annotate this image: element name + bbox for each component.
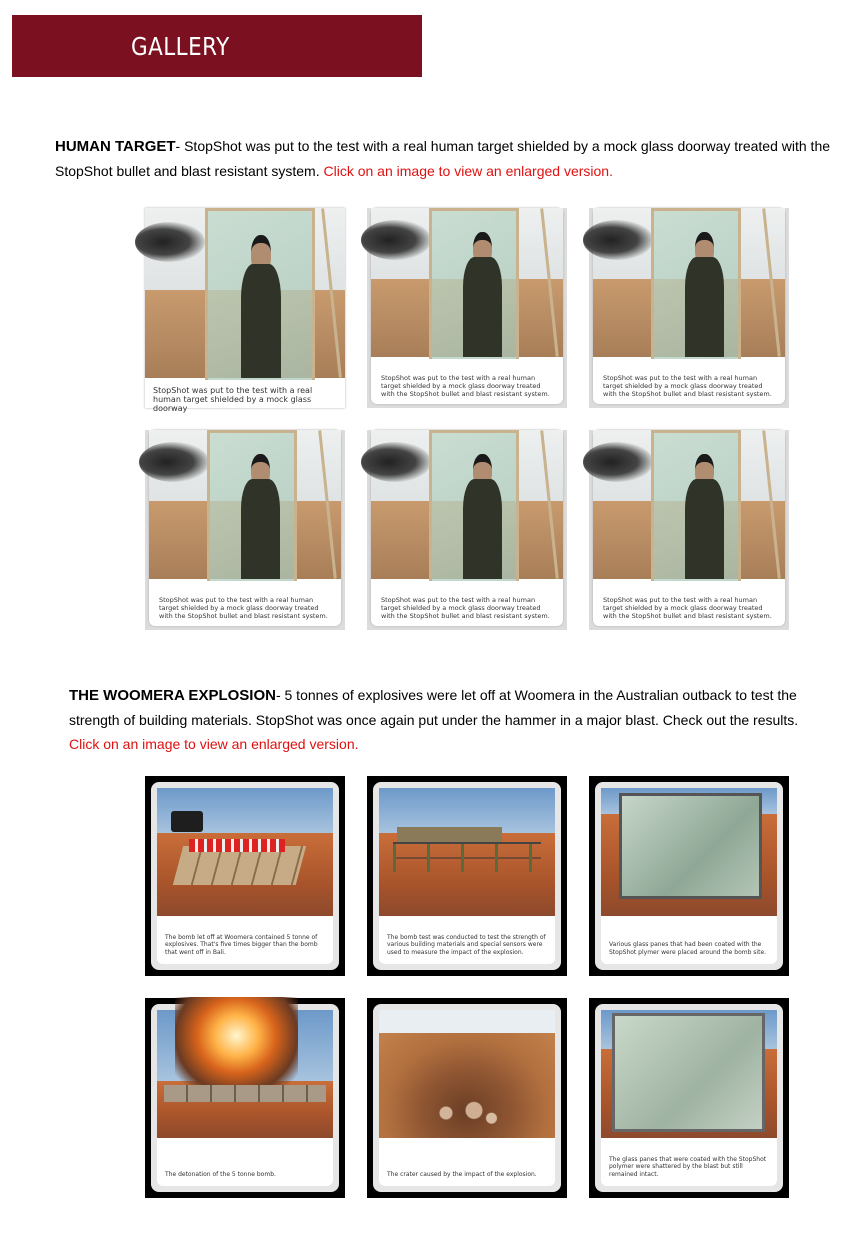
thumbnail-caption: StopShot was put to the test with a real human target shielded by a mock glass doorway treated with the StopShot bullet and blast resistant system. <box>381 374 550 398</box>
thumbnail-caption: The glass panes that were coated with the StopShot polymer were shattered by the blast but still remained intact. <box>609 1155 767 1178</box>
thumbnail-card <box>145 208 345 413</box>
woomera-heading: THE WOOMERA EXPLOSION <box>69 687 276 704</box>
doorway-photo <box>149 430 341 579</box>
gallery-thumbnail[interactable] <box>589 430 789 630</box>
doorway-photo <box>593 208 785 357</box>
thumbnail-caption: The detonation of the 5 tonne bomb. <box>165 1170 276 1178</box>
human-target-text: - StopShot was put to the test with a real human target shielded by a mock glass doorway treated with the StopShot bullet and blast resistant system. <box>55 138 831 179</box>
gallery-thumbnail[interactable] <box>367 208 567 408</box>
thumbnail-caption: StopShot was put to the test with a real human target shielded by a mock glass doorway treated with the StopShot bullet and blast resistant system. <box>159 596 328 620</box>
thumbnail-caption: StopShot was put to the test with a real human target shielded by a mock glass doorway treated with the StopShot bullet and blast resistant system. <box>603 374 772 398</box>
thumbnail-card <box>371 208 563 404</box>
thumbnail-card <box>593 430 785 626</box>
glass-panes-photo <box>601 788 777 916</box>
explosives-photo <box>157 788 333 916</box>
thumbnail-caption: The crater caused by the impact of the explosion. <box>387 1170 537 1178</box>
thumbnail-card <box>149 430 341 626</box>
doorway-photo <box>371 208 563 357</box>
thumbnail-card <box>371 430 563 626</box>
gallery-thumbnail[interactable] <box>367 776 567 976</box>
human-target-enlarge-link[interactable]: Click on an image to view an enlarged version. <box>323 163 613 179</box>
thumbnail-caption: The bomb test was conducted to test the strength of various building materials and special sensors were used to measure the impact of the explosion. <box>387 933 546 956</box>
thumbnail-card <box>379 1010 555 1186</box>
gallery-thumbnail[interactable] <box>145 776 345 976</box>
thumbnail-card <box>601 1010 777 1186</box>
gallery-thumbnail[interactable] <box>145 430 345 630</box>
woomera-text: - 5 tonnes of explosives were let off at Woomera in the Australian outback to test the strength of building materials. StopShot was once again put under the hammer in a major blast. Check out the results. <box>69 687 799 728</box>
thumbnail-caption: StopShot was put to the test with a real human target shielded by a mock glass doorway treated with the StopShot bullet and blast resistant system. <box>381 596 550 620</box>
gallery-thumbnail[interactable] <box>145 208 345 413</box>
woomera-intro <box>69 683 845 756</box>
gallery-thumbnail[interactable] <box>145 998 345 1198</box>
human-target-intro <box>55 134 845 183</box>
doorway-photo <box>145 208 345 378</box>
woomera-gallery <box>145 776 789 1198</box>
doorway-photo <box>371 430 563 579</box>
thumbnail-card <box>157 788 333 964</box>
detonation-photo <box>157 1010 333 1138</box>
gallery-banner <box>12 15 422 77</box>
human-target-heading: HUMAN TARGET <box>55 138 176 155</box>
doorway-photo <box>593 430 785 579</box>
thumbnail-caption: StopShot was put to the test with a real human target shielded by a mock glass doorway <box>153 386 313 413</box>
gallery-thumbnail[interactable] <box>367 998 567 1198</box>
gallery-thumbnail[interactable] <box>589 208 789 408</box>
woomera-enlarge-link[interactable]: Click on an image to view an enlarged version. <box>69 736 359 752</box>
test-site-photo <box>379 788 555 916</box>
crater-photo <box>379 1010 555 1138</box>
page-title: GALLERY <box>130 31 230 61</box>
gallery-thumbnail[interactable] <box>367 430 567 630</box>
thumbnail-card <box>593 208 785 404</box>
thumbnail-caption: Various glass panes that had been coated with the StopShot plymer were placed around the bomb site. <box>609 941 767 956</box>
thumbnail-caption: The bomb let off at Woomera contained 5 tonne of explosives. That's five times bigger than the bomb that went off in Bali. <box>165 933 318 956</box>
gallery-thumbnail[interactable] <box>589 776 789 976</box>
shattered-glass-photo <box>601 1010 777 1138</box>
human-target-gallery <box>145 208 789 630</box>
thumbnail-card <box>379 788 555 964</box>
thumbnail-caption: StopShot was put to the test with a real human target shielded by a mock glass doorway treated with the StopShot bullet and blast resistant system. <box>603 596 772 620</box>
gallery-thumbnail[interactable] <box>589 998 789 1198</box>
thumbnail-card <box>157 1010 333 1186</box>
thumbnail-card <box>601 788 777 964</box>
